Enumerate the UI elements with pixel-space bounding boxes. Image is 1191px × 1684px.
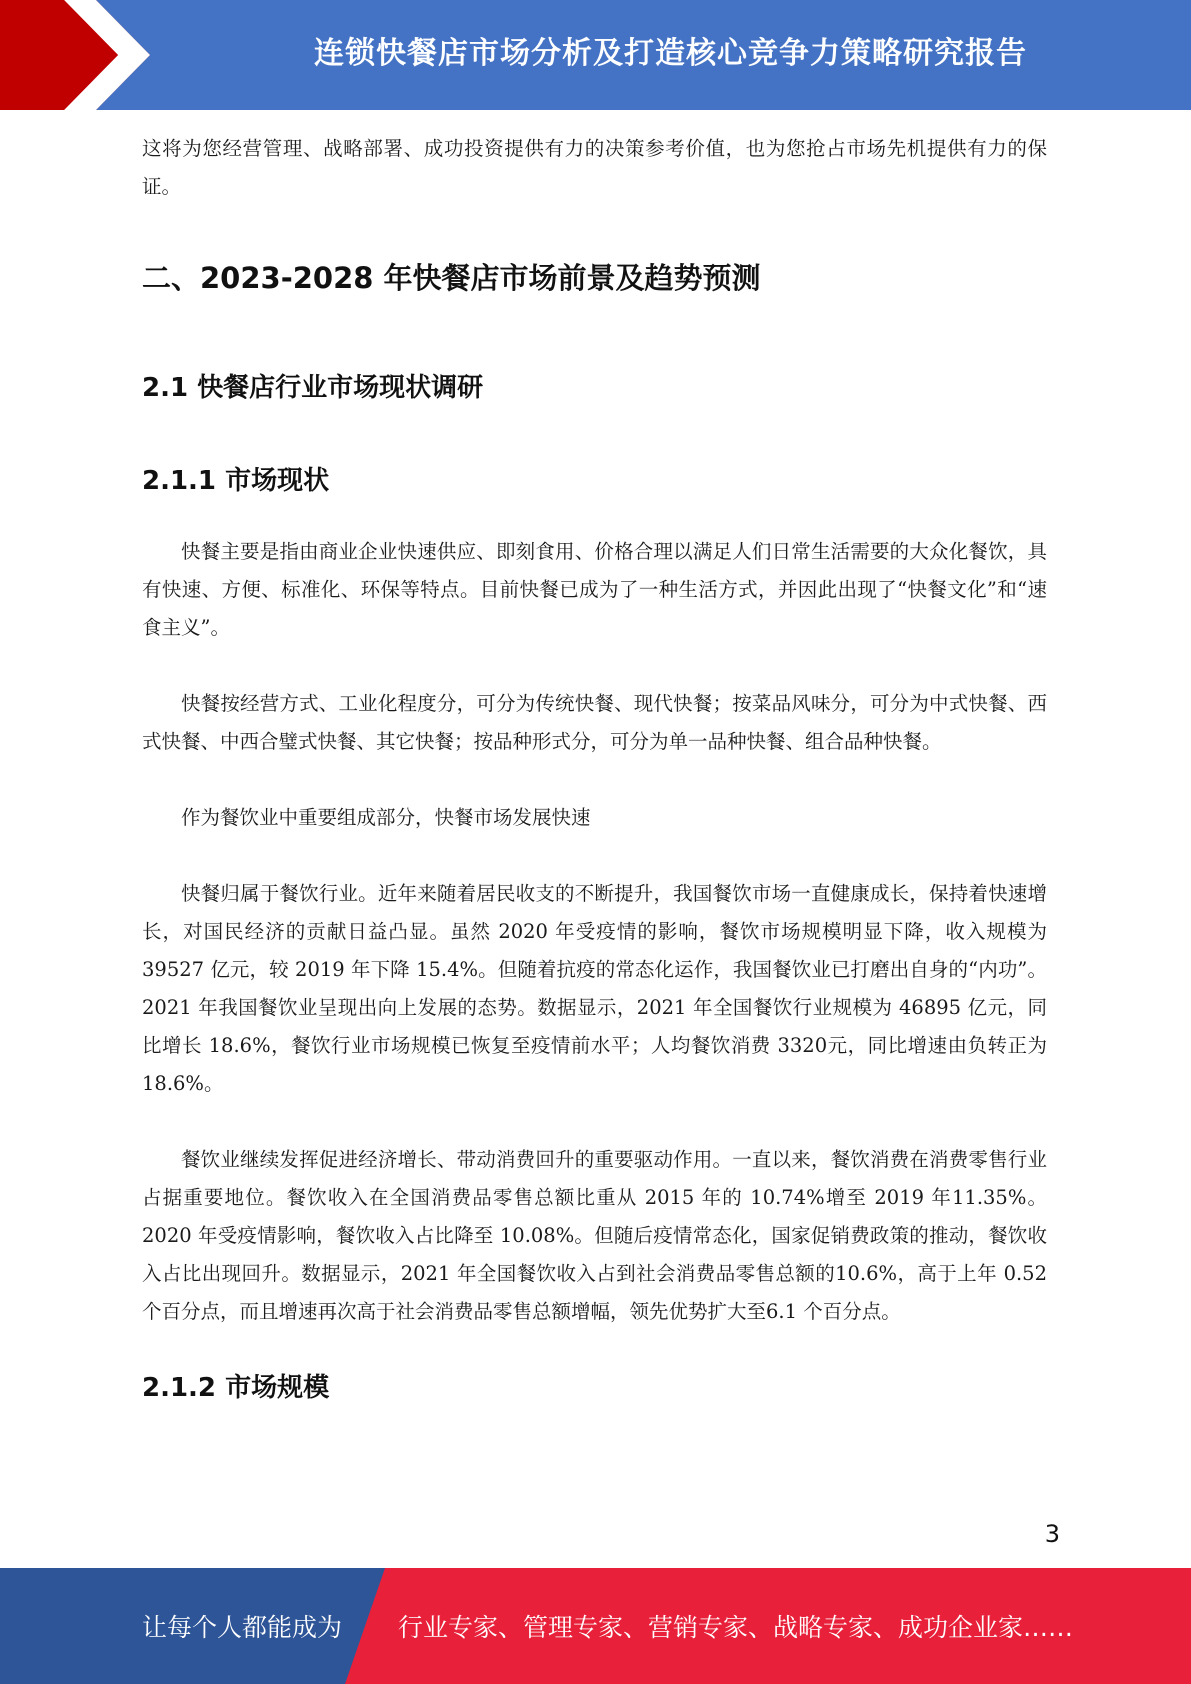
paragraph-fast-food-classification: 快餐按经营方式、工业化程度分，可分为传统快餐、现代快餐；按菜品风味分，可分为中式快餐、西式快餐、中西合璧式快餐、其它快餐；按品种形式分，可分为单一品种快餐、组合品种快餐。 xyxy=(142,692,1047,753)
document-body xyxy=(142,130,1047,1404)
report-title: 连锁快餐店市场分析及打造核心竞争力策略研究报告 xyxy=(314,36,1027,71)
section-2-1-heading: 2.1 快餐店行业市场现状调研 xyxy=(142,373,484,403)
paragraph-fast-food-definition: 快餐主要是指由商业企业快速供应、即刻食用、价格合理以满足人们日常生活需要的大众化餐饮，具有快速、方便、标准化、环保等特点。目前快餐已成为了一种生活方式，并因此出现了“快餐文化”和“速食主义”。 xyxy=(142,540,1047,639)
footer-slogan-right: 行业专家、管理专家、营销专家、战略专家、成功企业家…… xyxy=(398,1613,1074,1642)
footer-slogan-left: 让每个人都能成为 xyxy=(142,1613,343,1642)
section-2-1-2-heading: 2.1.2 市场规模 xyxy=(142,1373,330,1403)
page-header xyxy=(0,0,1191,110)
section-2-1-1-heading: 2.1.1 市场现状 xyxy=(142,466,330,496)
page-number: 3 xyxy=(1044,1520,1060,1548)
paragraph-market-growth: 作为餐饮业中重要组成部分，快餐市场发展快速 xyxy=(181,806,591,829)
page-footer xyxy=(0,1568,1191,1684)
intro-paragraph: 这将为您经营管理、战略部署、成功投资提供有力的决策参考价值，也为您抢占市场先机提供有力的保证。 xyxy=(142,137,1047,198)
section-2-heading: 二、2023-2028 年快餐店市场前景及趋势预测 xyxy=(142,261,761,295)
paragraph-catering-share: 餐饮业继续发挥促进经济增长、带动消费回升的重要驱动作用。一直以来，餐饮消费在消费零售行业占据重要地位。餐饮收入在全国消费品零售总额比重从 2015 年的 10.74%增至 2019 年11.35%。2020 年受疫情影响，餐饮收入占比降至 10.08%。但随后疫情常态化，国家促销费政策的推动，餐饮收入占比出现回升。数据显示，2021 年全国餐饮收入占到社会消费品零售总额的10.6%，高于上年 0.52 个百分点，而且增速再次高于社会消费品零售总额增幅，领先优势扩大至6.1 个百分点。 xyxy=(142,1148,1047,1323)
paragraph-catering-industry: 快餐归属于餐饮行业。近年来随着居民收支的不断提升，我国餐饮市场一直健康成长，保持着快速增长，对国民经济的贡献日益凸显。虽然 2020 年受疫情的影响，餐饮市场规模明显下降，收入规模为 39527 亿元，较 2019 年下降 15.4%。但随着抗疫的常态化运作，我国餐饮业已打磨出自身的“内功”。2021 年我国餐饮业呈现出向上发展的态势。数据显示，2021 年全国餐饮行业规模为 46895 亿元，同比增长 18.6%，餐饮行业市场规模已恢复至疫情前水平；人均餐饮消费 3320元，同比增速由负转正为 18.6%。 xyxy=(142,882,1047,1095)
